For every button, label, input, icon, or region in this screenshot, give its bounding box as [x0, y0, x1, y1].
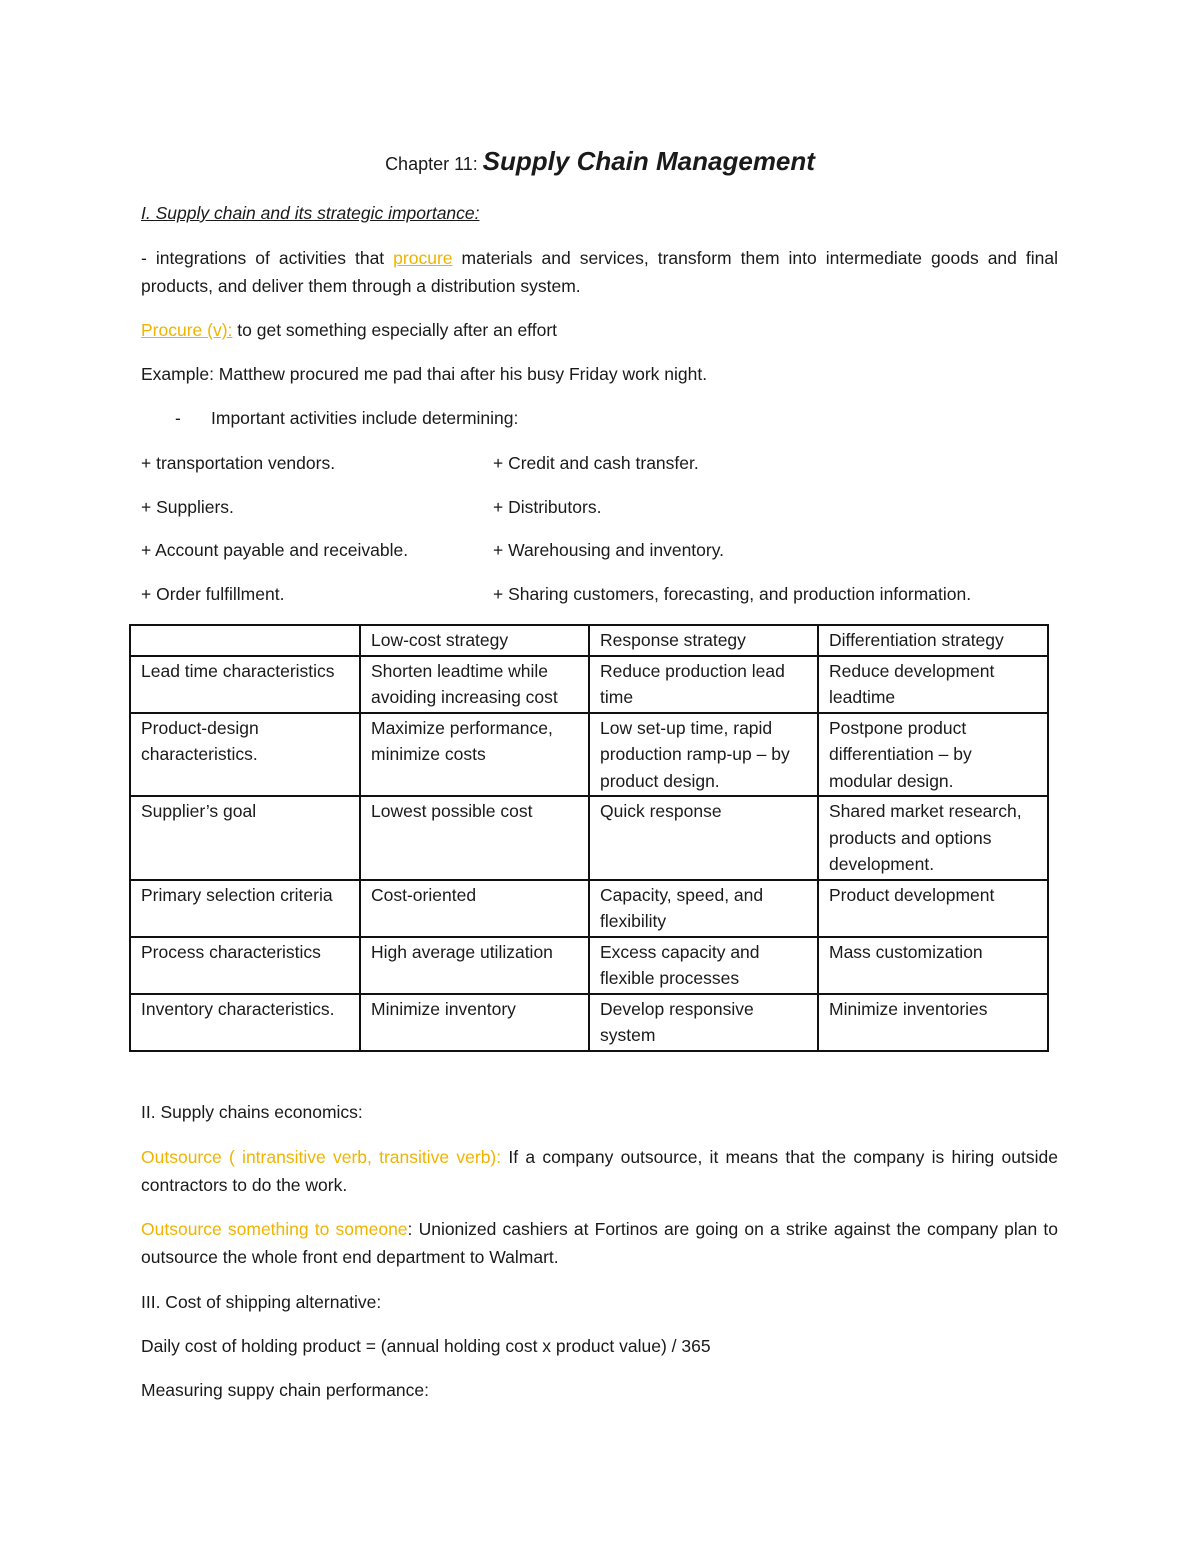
activity-row — [141, 580, 1058, 608]
table-header-cell: Response strategy — [589, 625, 818, 656]
title-prefix: Chapter 11: — [385, 154, 478, 174]
bullet-text: Important activities include determining: — [211, 408, 519, 428]
table-cell: Maximize performance, minimize costs — [360, 713, 589, 797]
strategy-table — [129, 624, 1049, 1052]
outsource-example-text: : Unionized cashiers at Fortinos are going on a strike against the company plan to outsource the whole front end department to Walmart. — [141, 1219, 1058, 1267]
table-cell: Shorten leadtime while avoiding increasing cost — [360, 656, 589, 713]
table-row — [130, 994, 1048, 1051]
holding-cost-formula: Daily cost of holding product = (annual holding cost x product value) / 365 — [141, 1336, 711, 1356]
table-cell: Lead time characteristics — [130, 656, 360, 713]
activity-row — [141, 536, 1058, 564]
procure-highlight: procure — [393, 248, 453, 268]
table-cell: Product-design characteristics. — [130, 713, 360, 797]
table-cell: High average utilization — [360, 937, 589, 994]
table-header-cell: Differentiation strategy — [818, 625, 1048, 656]
table-cell: Cost-oriented — [360, 880, 589, 937]
vocab-term: Procure (v): — [141, 320, 233, 340]
section-3-heading: III. Cost of shipping alternative: — [141, 1292, 382, 1312]
activity-row — [141, 449, 1058, 477]
table-cell: Capacity, speed, and flexibility — [589, 880, 818, 937]
table-header-cell — [130, 625, 360, 656]
supply-chain-definition — [141, 244, 1058, 300]
outsource-definition — [141, 1143, 1058, 1199]
activity-item: + Distributors. — [493, 497, 602, 517]
table-cell: Minimize inventories — [818, 994, 1048, 1051]
bullet-dash: - — [175, 408, 181, 428]
activity-item: + Sharing customers, forecasting, and production information. — [493, 584, 972, 604]
table-cell: Primary selection criteria — [130, 880, 360, 937]
table-cell: Develop responsive system — [589, 994, 818, 1051]
table-cell: Low set-up time, rapid production ramp-up – by product design. — [589, 713, 818, 797]
table-header-row — [130, 625, 1048, 656]
table-cell: Minimize inventory — [360, 994, 589, 1051]
activity-item: + Suppliers. — [141, 497, 234, 517]
activity-row — [141, 493, 1058, 521]
table-cell: Process characteristics — [130, 937, 360, 994]
table-row — [130, 796, 1048, 880]
definition-prefix: - integrations of activities that — [141, 248, 385, 268]
table-header-cell: Low-cost strategy — [360, 625, 589, 656]
section-1-heading: I. Supply chain and its strategic importance: — [141, 203, 480, 223]
definition-rest: materials and services, transform them into intermediate goods and final products, and deliver them through a distribution system. — [141, 248, 1058, 296]
section-2-heading: II. Supply chains economics: — [141, 1102, 363, 1122]
activity-item: + transportation vendors. — [141, 453, 336, 473]
vocab-procure — [141, 316, 1058, 344]
outsource-example — [141, 1215, 1058, 1271]
table-cell: Reduce development leadtime — [818, 656, 1048, 713]
table-row — [130, 656, 1048, 713]
page-title — [0, 146, 1200, 177]
activity-item: + Account payable and receivable. — [141, 540, 409, 560]
table-cell: Excess capacity and flexible processes — [589, 937, 818, 994]
measuring-performance: Measuring suppy chain performance: — [141, 1380, 429, 1400]
outsource-term: Outsource ( intransitive verb, transitive verb): — [141, 1147, 502, 1167]
table-cell: Product development — [818, 880, 1048, 937]
table-cell: Reduce production lead time — [589, 656, 818, 713]
title-main: Supply Chain Management — [482, 146, 815, 176]
example-sentence: Example: Matthew procured me pad thai after his busy Friday work night. — [141, 364, 708, 384]
table-cell: Quick response — [589, 796, 818, 880]
outsource-meaning: If a company outsource, it means that the company is hiring outside contractors to do the work. — [141, 1147, 1058, 1195]
activity-item: + Warehousing and inventory. — [493, 540, 725, 560]
table-cell: Inventory characteristics. — [130, 994, 360, 1051]
table-cell: Supplier’s goal — [130, 796, 360, 880]
table-row — [130, 713, 1048, 797]
outsource-phrase: Outsource something to someone — [141, 1219, 408, 1239]
activity-item: + Order fulfillment. — [141, 584, 285, 604]
activity-item: + Credit and cash transfer. — [493, 453, 699, 473]
table-cell: Shared market research, products and options development. — [818, 796, 1048, 880]
vocab-definition: to get something especially after an effort — [237, 320, 558, 340]
table-cell: Postpone product differentiation – by modular design. — [818, 713, 1048, 797]
table-cell: Lowest possible cost — [360, 796, 589, 880]
table-row — [130, 937, 1048, 994]
table-cell: Mass customization — [818, 937, 1048, 994]
table-row — [130, 880, 1048, 937]
